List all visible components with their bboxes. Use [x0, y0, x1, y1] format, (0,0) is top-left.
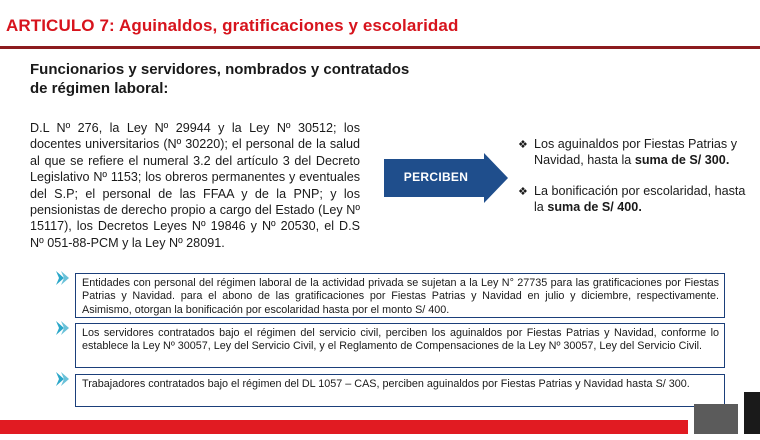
chevron-right-icon [55, 371, 71, 387]
diamond-bullet-icon: ❖ [518, 139, 528, 151]
note-civil-service: Los servidores contratados bajo el régimen del servicio civil, perciben los aguinaldos por Fiestas Patrias y Navidad, conforme lo establece la Ley Nº 30057, Ley del Servicio Civil, y el Reglamento de Compensaciones de la Ley Nº 30057, Ley del Servicio Civil. [75, 323, 725, 368]
beneficiaries-text: D.L Nº 276, la Ley Nº 29944 y la Ley Nº 30512; los docentes universitarios (Nº 30220); el personal de la salud al que se refiere el numeral 3.2 del artículo 3 del Decreto Legislativo Nº 1153; los obreros permanentes y eventuales del S.P; el personal de las FFAA y de la PNP; y los pensionistas de derecho propio a cargo del Estado (Ley Nº 15117), los Decretos Leyes Nº 19846 y Nº 20530, el D.S Nº 051-88-PCM y la Ley Nº 28091. [30, 121, 360, 250]
title-bar [0, 10, 760, 44]
note-cas-regime: Trabajadores contratados bajo el régimen del DL 1057 – CAS, perciben aguinaldos por Fiestas Patrias y Navidad hasta S/ 300. [75, 374, 725, 407]
title-divider [0, 46, 760, 49]
chevron-right-icon [55, 320, 71, 336]
diamond-bullet-icon: ❖ [518, 185, 528, 198]
page-title: ARTICULO 7: Aguinaldos, gratificaciones y escolaridad [6, 16, 459, 35]
bullet-text: La bonificación por escolaridad, hasta la [534, 183, 746, 215]
bullet-amount: suma de S/ 300. [634, 153, 730, 168]
footer-grey-block [694, 404, 738, 434]
note-private-regime: Entidades con personal del régimen laboral de la actividad privada se sujetan a la Ley N° 27735 para las gratificaciones por Fiestas Patrias y Navidad. para el abono de las gratificaciones por Fiestas Patrias y Navidad en julio y diciembre, respectivamente. Asimismo, otorgan la bonificación por escolaridad hasta por el monto S/ 400. [75, 273, 725, 318]
perciben-arrow [384, 153, 508, 203]
chevron-right-icon [55, 270, 71, 286]
bullet-amount: suma de S/ 400. [547, 200, 642, 215]
list-item [518, 183, 750, 216]
footer-dark-block [744, 392, 760, 434]
footer-red-bar [0, 420, 688, 434]
benefits-list [518, 136, 750, 230]
bullet-text: Los aguinaldos por Fiestas Patrias y Navidad, hasta la [534, 137, 738, 168]
arrow-label: PERCIBEN [403, 170, 469, 184]
section-subtitle: Funcionarios y servidores, nombrados y contratados de régimen laboral: [30, 61, 410, 97]
list-item [518, 136, 750, 169]
